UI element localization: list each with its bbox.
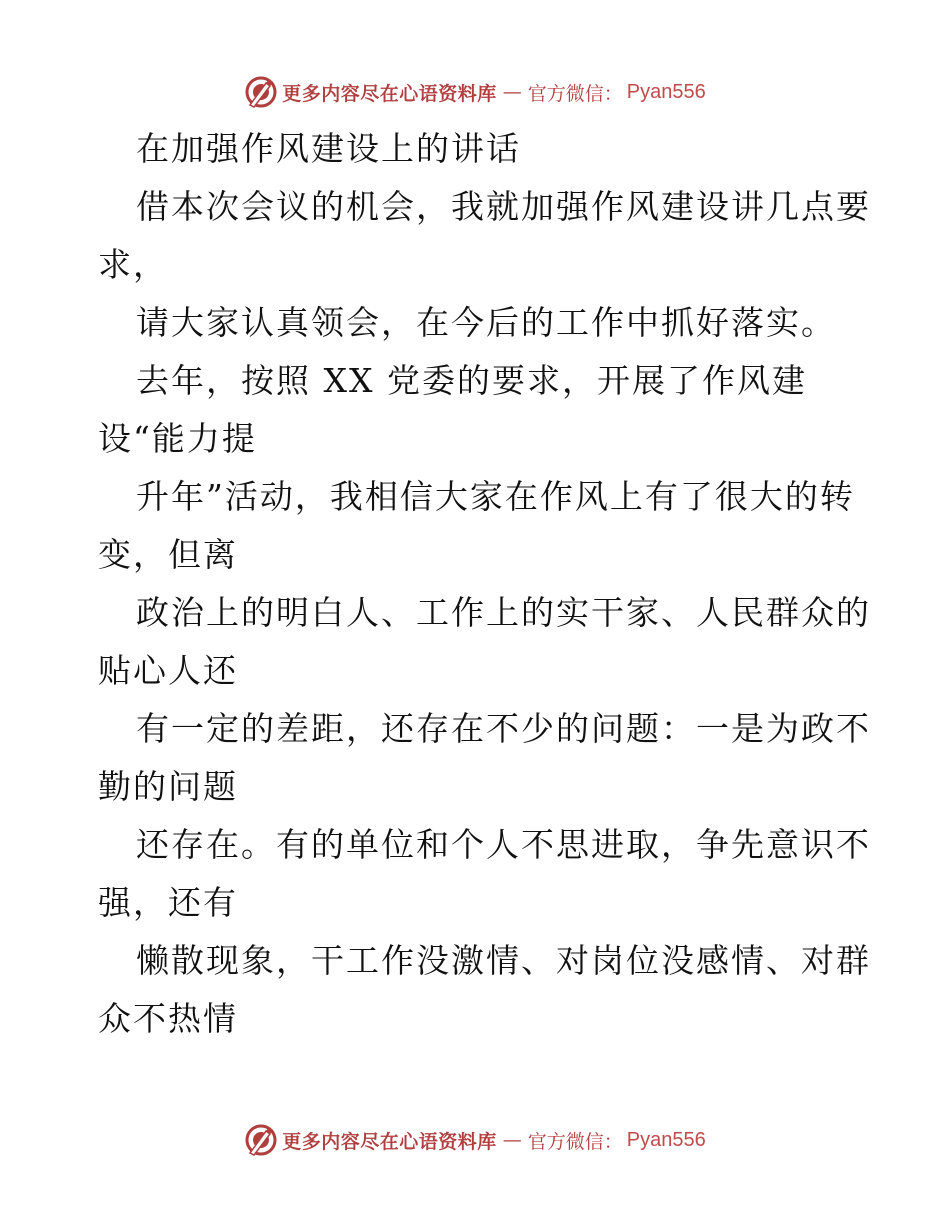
text-line: 还存在。有的单位和个人不思进取，争先意识不: [136, 825, 871, 864]
text-line: 设“能力提: [98, 419, 257, 458]
text-line: 众不热情: [98, 999, 238, 1038]
banner-dash: —: [502, 1129, 522, 1151]
pen-seal-icon: [244, 1123, 278, 1157]
text-line: 贴心人还: [98, 651, 238, 690]
banner-dash: —: [502, 81, 522, 103]
text-line: 请大家认真领会，在今后的工作中抓好落实。: [136, 303, 836, 342]
text-line: 求，: [98, 245, 168, 284]
text-line: 变，但离: [98, 535, 238, 574]
banner-wechat-label: 官方微信：: [527, 82, 623, 105]
pen-seal-icon: [244, 75, 278, 109]
text-line: 借本次会议的机会，我就加强作风建设讲几点要: [136, 187, 871, 226]
banner-wechat-id: Pyan556: [626, 80, 706, 103]
text-line: 政治上的明白人、工作上的实干家、人民群众的: [136, 593, 871, 632]
text-line: 去年，按照 XX 党委的要求，开展了作风建: [136, 361, 807, 400]
header-banner: [0, 72, 950, 112]
banner-text: 更多内容尽在心语资料库: [282, 82, 497, 105]
text-line: 强，还有: [98, 883, 238, 922]
text-line: 有一定的差距，还存在不少的问题：一是为政不: [136, 709, 871, 748]
text-line: 勤的问题: [98, 767, 238, 806]
text-line: 升年”活动，我相信大家在作风上有了很大的转: [136, 477, 855, 516]
document-title: 在加强作风建设上的讲话: [136, 129, 521, 168]
banner-wechat-id: Pyan556: [626, 1128, 706, 1151]
text-line: 懒散现象，干工作没激情、对岗位没感情、对群: [136, 941, 871, 980]
document-body: [98, 120, 871, 1048]
banner-text: 更多内容尽在心语资料库: [282, 1130, 497, 1153]
footer-banner: [0, 1120, 950, 1160]
banner-wechat-label: 官方微信：: [527, 1130, 623, 1153]
